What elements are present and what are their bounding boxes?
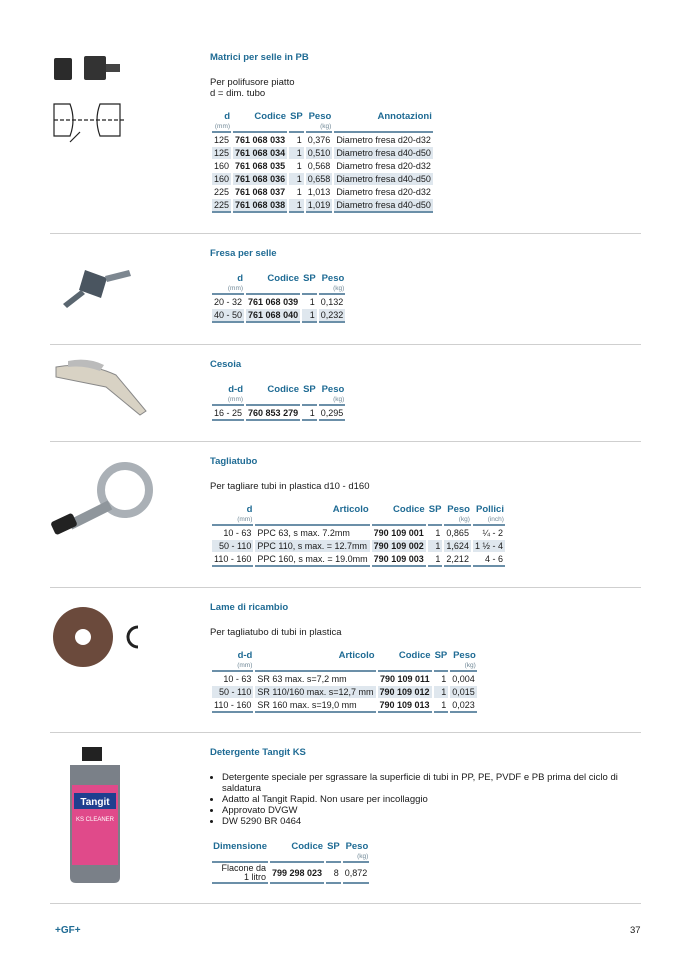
table-cell: Diametro fresa d40-d50 [336, 148, 431, 158]
table-cell: 1 [309, 297, 315, 307]
table-cell: 790 109 002 [373, 541, 424, 551]
table-cell: 0,376 [307, 135, 331, 145]
column-header: d-d [237, 650, 253, 661]
saddle-cutter-image [55, 260, 135, 320]
table-cell: 1 [296, 161, 302, 171]
table-cell: 0,232 [319, 309, 346, 323]
table-cell: 0,658 [307, 174, 331, 184]
table-cell: 0,872 [343, 864, 370, 884]
gf-logo: +GF+ [55, 925, 81, 936]
table-row [212, 309, 345, 323]
column-header: Articolo [332, 504, 369, 515]
column-unit [334, 123, 433, 133]
divider [50, 233, 641, 234]
table-cell: SR 110/160 max. s=12,7 mm [257, 687, 374, 697]
bullet-list [210, 772, 652, 827]
description-line: d = dim. tubo [210, 88, 266, 99]
divider [50, 903, 641, 904]
section-saddle-cutter [210, 248, 347, 324]
table-cell: 10 - 63 [223, 528, 252, 538]
column-unit [289, 123, 304, 133]
table-row [212, 553, 505, 567]
column-header: Codice [267, 384, 300, 395]
table-cell: Diametro fresa d40-d50 [336, 174, 431, 184]
column-header: d [246, 504, 253, 515]
column-unit [302, 396, 317, 406]
section-pb-saddle-dies [210, 52, 435, 214]
column-header: SP [327, 841, 340, 852]
table-cell: 1 [289, 173, 304, 185]
column-unit: (mm) [212, 516, 253, 526]
product-table [210, 384, 347, 422]
table-cell: Diametro fresa d20-d32 [336, 135, 431, 145]
column-header: Annotazioni [377, 111, 432, 122]
table-cell: 110 - 160 [212, 699, 253, 713]
column-unit [302, 285, 317, 295]
table-cell: 0,132 [320, 297, 344, 307]
column-unit [378, 662, 432, 672]
column-unit [246, 396, 300, 406]
column-header: Dimensione [213, 841, 267, 852]
table-cell: 1 [296, 135, 302, 145]
table-cell: 110 - 160 [212, 553, 253, 567]
table-cell: 1 [434, 686, 449, 698]
column-header: Peso [453, 650, 476, 661]
divider [50, 344, 641, 345]
column-unit: (kg) [306, 123, 333, 133]
column-header: Codice [398, 650, 431, 661]
table-cell: 1 [428, 540, 443, 552]
table-cell: Diametro fresa d20-d32 [336, 161, 431, 171]
column-unit: (mm) [212, 285, 244, 295]
table-cell: 0,004 [452, 674, 475, 684]
product-table [210, 504, 507, 568]
table-row [212, 673, 477, 685]
section-description [210, 481, 507, 492]
table-cell: 1 [296, 187, 302, 197]
table-cell: SR 160 max. s=19,0 mm [255, 699, 375, 713]
table-row [212, 296, 345, 308]
table-cell: 790 109 003 [372, 553, 426, 567]
table-cell: 1 [441, 674, 447, 684]
table-cell: 0,015 [452, 687, 475, 697]
table-cell: 761 068 040 [246, 309, 300, 323]
bullet-item: • DW 5290 BR 0464 [222, 816, 652, 827]
column-unit: (kg) [319, 285, 346, 295]
bullet-item: • Adatto al Tangit Rapid. Non usare per incollaggio [222, 794, 652, 805]
table-cell: 125 [214, 135, 230, 145]
column-unit [270, 853, 324, 863]
table-row [212, 864, 369, 884]
table-cell: 0,295 [319, 407, 346, 421]
table-cell: PPC 160, s max. = 19.0mm [255, 553, 369, 567]
description-line: Per tagliare tubi in plastica d10 - d160 [210, 481, 370, 492]
table-cell: 20 - 32 [214, 297, 243, 307]
table-cell: Flacone da 1 litro [212, 864, 268, 884]
section-description [210, 77, 435, 99]
table-row [212, 186, 433, 198]
column-header: SP [303, 273, 316, 284]
table-cell: 790 109 012 [379, 687, 430, 697]
pb-saddle-dies-image [50, 52, 130, 152]
table-cell: 1,013 [307, 187, 331, 197]
section-tangit-cleaner [210, 747, 652, 885]
section-pipe-cutter [210, 456, 507, 568]
page-number: 37 [630, 925, 641, 936]
section-shears [210, 359, 347, 422]
column-header: Peso [308, 111, 332, 122]
table-cell: 1 [428, 553, 443, 567]
table-cell: 40 - 50 [212, 309, 244, 323]
description-line: Per tagliatubo di tubi in plastica [210, 627, 342, 638]
column-unit: (kg) [450, 662, 477, 672]
table-cell: 1 [434, 699, 449, 713]
pipe-shears-image [50, 355, 150, 420]
table-cell: Diametro fresa d20-d32 [336, 187, 431, 197]
table-row [212, 527, 505, 539]
column-header: Codice [291, 841, 324, 852]
table-cell: 761 068 034 [235, 148, 286, 158]
table-cell: 50 - 110 [212, 540, 253, 552]
table-cell: ¼ - 2 [482, 528, 503, 538]
column-header: Codice [393, 504, 425, 515]
table-row [212, 407, 345, 421]
product-table [210, 111, 435, 214]
table-row [212, 199, 433, 213]
column-unit [246, 285, 300, 295]
column-unit: (kg) [343, 853, 370, 863]
column-unit [255, 516, 369, 526]
table-cell: 1 [289, 199, 304, 213]
column-header: Articolo [338, 650, 375, 661]
table-cell: Diametro fresa d40-d50 [334, 199, 433, 213]
table-cell: 8 [326, 864, 341, 884]
product-table [210, 841, 371, 885]
table-cell: 760 853 279 [246, 407, 300, 421]
table-cell: 1 [435, 528, 441, 538]
table-row [212, 160, 433, 172]
table-cell: 1 [302, 309, 317, 323]
section-title: Tagliatubo [210, 456, 258, 467]
column-unit: (inch) [473, 516, 505, 526]
table-cell: 160 [214, 161, 230, 171]
column-unit [372, 516, 426, 526]
table-cell: 799 298 023 [270, 864, 324, 884]
section-title: Cesoia [210, 359, 242, 370]
table-row [212, 699, 477, 713]
table-cell: 160 [214, 174, 230, 184]
table-cell: SR 63 max. s=7,2 mm [257, 674, 347, 684]
table-row [212, 686, 477, 698]
table-cell: 2,212 [444, 553, 471, 567]
table-cell: 0,865 [446, 528, 469, 538]
column-unit [255, 662, 375, 672]
table-cell: 1,624 [446, 541, 469, 551]
table-cell: 10 - 63 [223, 674, 252, 684]
column-header: Codice [254, 111, 287, 122]
bullet-item: • Approvato DVGW [222, 805, 652, 816]
table-cell: 761 068 038 [233, 199, 287, 213]
column-header: Peso [345, 841, 369, 852]
pipe-cutter-image [50, 455, 160, 545]
column-header: Codice [267, 273, 300, 284]
product-table [210, 273, 347, 324]
table-cell: 225 [214, 187, 230, 197]
table-cell: PPC 63, s max. 7.2mm [257, 528, 350, 538]
table-cell: 761 068 039 [248, 297, 299, 307]
table-cell: 790 109 011 [380, 674, 430, 684]
table-cell: 125 [214, 148, 230, 158]
table-cell: PPC 110, s max. = 12.7mm [255, 540, 369, 552]
section-replacement-blades [210, 602, 479, 714]
table-row [212, 147, 433, 159]
column-header: SP [290, 111, 303, 122]
table-cell: 761 068 033 [235, 135, 286, 145]
column-unit: (mm) [212, 662, 253, 672]
table-row [212, 173, 433, 185]
replacement-blades-image [50, 605, 150, 675]
table-cell: 1 [302, 407, 317, 421]
column-unit: (mm) [212, 123, 231, 133]
column-header: Peso [321, 384, 345, 395]
column-unit [326, 853, 341, 863]
table-row [212, 540, 505, 552]
table-cell: 1 [289, 147, 304, 159]
table-cell: 1 ½ - 4 [474, 541, 503, 551]
column-unit: (kg) [319, 396, 346, 406]
divider [50, 732, 641, 733]
section-title: Detergente Tangit KS [210, 747, 306, 758]
tangit-cleaner-bottle-image [60, 745, 130, 885]
section-title: Lame di ricambio [210, 602, 289, 613]
column-header: Peso [447, 504, 470, 515]
column-unit: (mm) [212, 396, 244, 406]
column-header: d-d [228, 384, 244, 395]
column-header: Pollici [475, 504, 504, 515]
section-title: Fresa per selle [210, 248, 277, 259]
column-unit [434, 662, 449, 672]
column-header: Peso [321, 273, 345, 284]
section-title: Matrici per selle in PB [210, 52, 309, 63]
column-unit: (kg) [444, 516, 471, 526]
table-cell: 0,023 [450, 699, 477, 713]
table-cell: 16 - 25 [212, 407, 244, 421]
table-cell: 1,019 [306, 199, 333, 213]
table-cell: 0,510 [307, 148, 331, 158]
column-header: d [237, 273, 244, 284]
divider [50, 587, 641, 588]
table-cell: 761 068 035 [235, 161, 286, 171]
column-header: SP [428, 504, 442, 515]
column-unit [233, 123, 287, 133]
table-row [212, 134, 433, 146]
table-cell: 790 109 013 [378, 699, 432, 713]
column-unit [428, 516, 443, 526]
bullet-item: • Detergente speciale per sgrassare la superficie di tubi in PP, PE, PVDF e PB prima del ciclo di saldatura [222, 772, 652, 794]
svg-text:Tangit: Tangit [80, 797, 110, 808]
section-description [210, 627, 479, 638]
column-header: SP [303, 384, 316, 395]
table-cell: 761 068 036 [235, 174, 286, 184]
divider [50, 441, 641, 442]
table-cell: 225 [212, 199, 231, 213]
column-header: d [224, 111, 231, 122]
column-header: SP [434, 650, 448, 661]
table-cell: 4 - 6 [473, 553, 505, 567]
table-cell: 790 109 001 [373, 528, 424, 538]
column-unit [212, 853, 268, 863]
table-cell: 0,568 [307, 161, 331, 171]
svg-text:KS CLEANER: KS CLEANER [75, 817, 115, 823]
product-table [210, 650, 479, 714]
description-line: Per polifusore piatto [210, 77, 295, 88]
table-cell: 50 - 110 [212, 686, 253, 698]
table-cell: 761 068 037 [235, 187, 286, 197]
